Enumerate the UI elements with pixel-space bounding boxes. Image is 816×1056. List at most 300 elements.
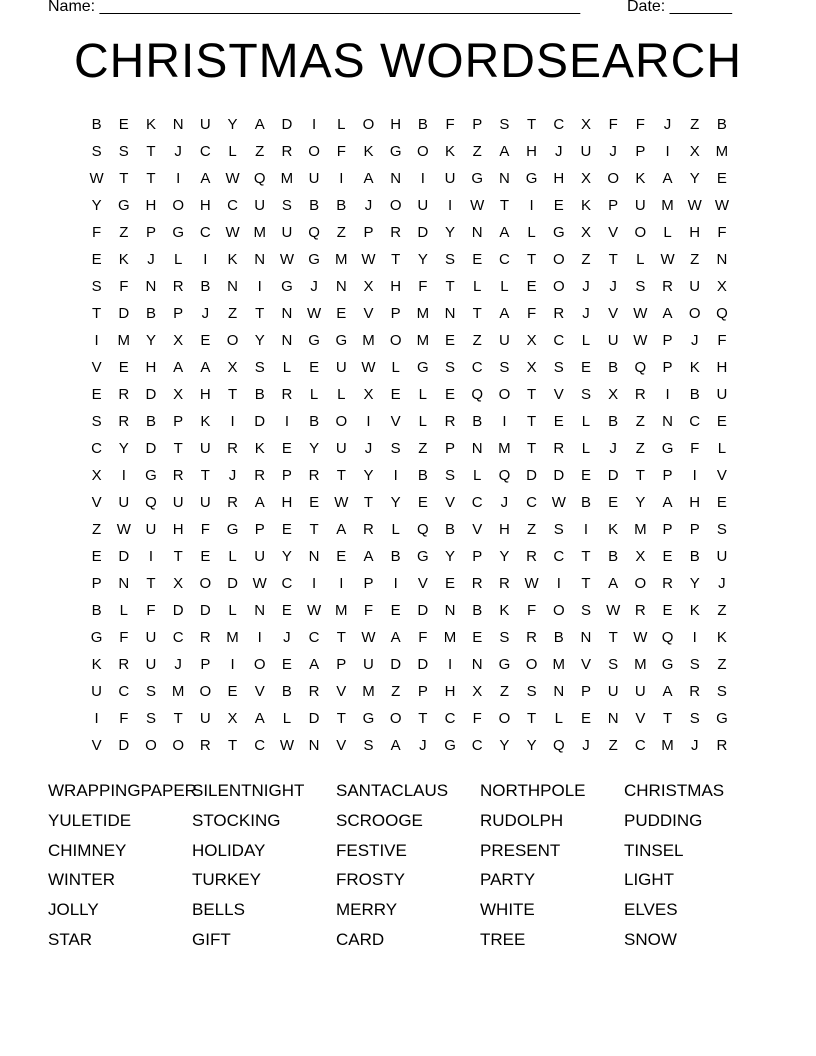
grid-cell: R	[634, 602, 646, 619]
grid-cell: U	[145, 656, 157, 673]
grid-cell: T	[92, 305, 102, 322]
grid-cell: K	[254, 440, 265, 457]
grid-cell: F	[472, 710, 482, 727]
grid-cell: J	[609, 143, 617, 160]
grid-cell: J	[582, 737, 590, 754]
grid-cell: D	[417, 602, 429, 619]
grid-cell: I	[529, 197, 534, 214]
grid-cell: M	[634, 656, 647, 673]
grid-cell: C	[553, 116, 565, 133]
grid-cell: Q	[498, 467, 511, 484]
grid-cell: O	[226, 332, 239, 349]
grid-cell: L	[636, 251, 645, 268]
grid-cell: M	[552, 656, 566, 673]
grid-cell: W	[524, 575, 539, 592]
grid-cell: K	[499, 602, 510, 619]
grid-cell: K	[689, 359, 700, 376]
grid-cell: I	[284, 413, 289, 430]
grid-cell: B	[281, 683, 292, 700]
grid-cell: J	[201, 305, 210, 322]
grid-cell: Y	[91, 197, 102, 214]
grid-cell: X	[173, 386, 184, 403]
grid-cell: A	[254, 710, 265, 727]
grid-cell: W	[279, 251, 294, 268]
grid-cell: W	[225, 224, 240, 241]
grid-cell: A	[200, 170, 211, 187]
grid-cell: W	[660, 251, 675, 268]
grid-cell: S	[281, 197, 292, 214]
grid-cell: U	[199, 494, 211, 511]
grid-cell: T	[527, 386, 537, 403]
grid-cell: Z	[472, 143, 482, 160]
grid-cell: S	[499, 116, 510, 133]
grid-cell: Q	[417, 521, 429, 538]
grid-cell: F	[418, 278, 428, 295]
grid-cell: S	[553, 359, 564, 376]
grid-cell: T	[227, 737, 238, 754]
grid-cell: H	[390, 116, 402, 133]
grid-cell: T	[363, 494, 374, 511]
grid-cell: D	[145, 386, 157, 403]
grid-cell: L	[581, 440, 591, 457]
grid-cell: O	[498, 386, 511, 403]
grid-cell: L	[473, 278, 482, 295]
grid-cell: N	[471, 656, 483, 673]
grid-cell: U	[281, 224, 293, 241]
grid-cell: M	[634, 521, 647, 538]
grid-cell: V	[390, 413, 401, 430]
grid-cell: U	[444, 170, 456, 187]
grid-cell: K	[635, 170, 646, 187]
grid-cell: G	[308, 332, 320, 349]
grid-cell: U	[145, 629, 157, 646]
grid-cell: M	[715, 143, 729, 160]
grid-cell: O	[199, 683, 212, 700]
grid-cell: R	[118, 413, 130, 430]
grid-cell: Z	[336, 224, 346, 241]
grid-cell: B	[309, 197, 320, 214]
grid-cell: T	[119, 170, 129, 187]
grid-cell: R	[634, 386, 646, 403]
word-list-item: HOLIDAY	[192, 840, 266, 860]
grid-cell: S	[499, 359, 510, 376]
grid-cell: H	[390, 278, 402, 295]
grid-cell: C	[199, 224, 211, 241]
grid-cell: E	[716, 413, 727, 430]
grid-cell: G	[308, 251, 320, 268]
grid-cell: L	[282, 710, 292, 727]
grid-cell: E	[390, 602, 401, 619]
grid-cell: S	[118, 143, 129, 160]
grid-cell: L	[228, 602, 237, 619]
grid-cell: E	[200, 548, 211, 565]
grid-cell: D	[607, 467, 619, 484]
grid-cell: C	[118, 683, 130, 700]
grid-cell: X	[580, 224, 591, 241]
grid-cell: D	[281, 116, 293, 133]
word-list-item: ELVES	[624, 900, 678, 920]
grid-cell: D	[118, 548, 130, 565]
grid-cell: G	[90, 629, 103, 646]
grid-cell: C	[172, 629, 184, 646]
grid-cell: M	[661, 197, 674, 214]
grid-cell: R	[444, 413, 456, 430]
grid-cell: C	[526, 494, 538, 511]
grid-cell: J	[609, 278, 617, 295]
grid-cell: M	[661, 737, 674, 754]
grid-cell: T	[255, 305, 265, 322]
grid-cell: T	[146, 170, 156, 187]
grid-cell: G	[661, 440, 674, 457]
grid-cell: G	[226, 521, 239, 538]
word-list-item: CHRISTMAS	[624, 781, 725, 800]
grid-cell: H	[526, 143, 538, 160]
letter-grid	[83, 111, 737, 759]
grid-cell: J	[690, 332, 699, 349]
grid-cell: N	[254, 251, 266, 268]
grid-cell: A	[309, 656, 320, 673]
grid-cell: X	[91, 467, 102, 484]
grid-cell: B	[716, 116, 727, 133]
grid-cell: S	[716, 683, 727, 700]
grid-cell: O	[362, 116, 375, 133]
grid-cell: S	[689, 710, 700, 727]
grid-cell: A	[200, 359, 211, 376]
grid-cell: Y	[281, 548, 292, 565]
grid-cell: F	[527, 602, 537, 619]
grid-cell: I	[502, 413, 507, 430]
grid-cell: T	[146, 143, 156, 160]
grid-cell: P	[281, 467, 292, 484]
grid-cell: I	[665, 143, 670, 160]
grid-cell: I	[203, 251, 208, 268]
grid-cell: C	[553, 548, 565, 565]
grid-cell: B	[689, 386, 700, 403]
grid-cell: I	[665, 386, 670, 403]
grid-cell: E	[281, 602, 292, 619]
grid-cell: U	[716, 548, 728, 565]
grid-cell: G	[117, 197, 130, 214]
grid-cell: X	[227, 359, 238, 376]
grid-cell: P	[417, 683, 428, 700]
grid-cell: E	[445, 575, 456, 592]
word-list-item: WRAPPINGPAPER	[48, 781, 197, 800]
grid-cell: Z	[472, 332, 482, 349]
grid-cell: E	[281, 521, 292, 538]
word-list-item: PUDDING	[624, 810, 703, 830]
grid-cell: L	[282, 359, 292, 376]
grid-cell: Y	[499, 548, 510, 565]
grid-cell: I	[176, 170, 181, 187]
grid-cell: Q	[145, 494, 157, 511]
grid-cell: M	[253, 224, 266, 241]
grid-cell: I	[447, 656, 453, 673]
grid-cell: Z	[255, 143, 265, 160]
grid-cell: V	[336, 737, 347, 754]
grid-cell: L	[337, 386, 346, 403]
grid-cell: Z	[581, 251, 591, 268]
grid-cell: W	[361, 629, 376, 646]
grid-cell: N	[308, 737, 320, 754]
grid-cell: W	[225, 170, 240, 187]
name-field-label: Name: ______________________________________________________	[48, 0, 581, 15]
grid-cell: C	[281, 575, 293, 592]
grid-cell: R	[526, 629, 538, 646]
grid-cell: T	[499, 197, 509, 214]
grid-cell: S	[580, 386, 591, 403]
grid-cell: B	[608, 548, 619, 565]
grid-cell: P	[173, 305, 184, 322]
grid-cell: K	[445, 143, 456, 160]
grid-cell: F	[635, 116, 645, 133]
grid-cell: O	[634, 224, 647, 241]
grid-cell: R	[118, 656, 130, 673]
grid-cell: C	[498, 251, 510, 268]
word-list-item: STOCKING	[192, 810, 281, 830]
grid-cell: C	[308, 629, 320, 646]
grid-cell: I	[312, 116, 317, 133]
grid-cell: I	[583, 521, 589, 538]
word-list-item: PARTY	[480, 870, 536, 890]
grid-cell: U	[172, 494, 184, 511]
grid-cell: T	[527, 710, 537, 727]
grid-cell: J	[174, 143, 182, 160]
grid-cell: F	[717, 332, 727, 349]
grid-cell: X	[173, 332, 184, 349]
grid-cell: G	[172, 224, 184, 241]
grid-cell: E	[553, 413, 564, 430]
grid-cell: A	[662, 683, 673, 700]
grid-cell: U	[199, 440, 211, 457]
grid-cell: N	[471, 224, 483, 241]
grid-cell: M	[443, 629, 457, 646]
grid-cell: D	[172, 602, 184, 619]
grid-cell: Z	[92, 521, 102, 538]
grid-cell: H	[199, 197, 211, 214]
grid-cell: V	[472, 521, 483, 538]
grid-cell: A	[390, 737, 401, 754]
grid-cell: N	[498, 170, 510, 187]
grid-cell: G	[389, 143, 402, 160]
grid-cell: G	[417, 359, 429, 376]
grid-cell: K	[716, 629, 727, 646]
grid-cell: O	[552, 251, 565, 268]
grid-cell: U	[580, 143, 592, 160]
grid-cell: S	[608, 656, 619, 673]
grid-cell: M	[416, 332, 430, 349]
grid-cell: J	[582, 305, 590, 322]
grid-cell: W	[279, 737, 294, 754]
grid-cell: O	[525, 656, 538, 673]
grid-cell: U	[634, 197, 646, 214]
grid-cell: W	[361, 251, 376, 268]
grid-cell: A	[608, 575, 619, 592]
grid-cell: F	[445, 116, 455, 133]
grid-cell: H	[716, 359, 728, 376]
grid-cell: G	[335, 332, 348, 349]
grid-cell: O	[607, 170, 619, 187]
grid-cell: O	[634, 575, 647, 592]
grid-cell: H	[172, 521, 184, 538]
grid-cell: R	[662, 278, 673, 295]
grid-cell: T	[173, 710, 183, 727]
grid-cell: N	[254, 602, 266, 619]
grid-cell: U	[308, 170, 320, 187]
grid-cell: V	[417, 575, 428, 592]
grid-cell: L	[418, 386, 428, 403]
grid-cell: X	[608, 386, 619, 403]
grid-cell: B	[336, 197, 347, 214]
grid-cell: T	[391, 251, 401, 268]
grid-cell: B	[608, 359, 619, 376]
grid-cell: R	[553, 305, 565, 322]
grid-cell: I	[148, 548, 154, 565]
grid-cell: C	[91, 440, 103, 457]
grid-cell: Z	[690, 251, 700, 268]
grid-cell: D	[118, 305, 130, 322]
grid-cell: F	[119, 710, 129, 727]
grid-cell: P	[662, 359, 673, 376]
grid-cell: C	[444, 710, 456, 727]
grid-cell: R	[526, 548, 538, 565]
grid-cell: V	[363, 305, 374, 322]
grid-cell: Y	[445, 224, 456, 241]
grid-cell: R	[689, 683, 701, 700]
grid-cell: K	[118, 251, 129, 268]
grid-cell: T	[608, 629, 618, 646]
page-title: CHRISTMAS WORDSEARCH	[73, 35, 743, 88]
grid-cell: E	[526, 278, 537, 295]
grid-cell: W	[633, 629, 648, 646]
grid-cell: U	[199, 116, 211, 133]
grid-cell: Y	[254, 332, 265, 349]
grid-cell: F	[363, 602, 374, 619]
grid-cell: O	[199, 575, 212, 592]
grid-cell: E	[91, 386, 102, 403]
grid-cell: Z	[227, 305, 238, 322]
grid-cell: I	[393, 467, 398, 484]
grid-cell: P	[635, 143, 646, 160]
grid-cell: D	[526, 467, 538, 484]
word-list-item: CHIMNEY	[48, 840, 127, 860]
grid-cell: E	[417, 494, 428, 511]
grid-cell: S	[390, 440, 401, 457]
grid-cell: O	[552, 278, 565, 295]
grid-cell: U	[498, 332, 510, 349]
grid-cell: L	[500, 278, 509, 295]
grid-cell: L	[391, 521, 400, 538]
grid-cell: T	[445, 278, 455, 295]
grid-cell: Z	[690, 116, 700, 133]
grid-cell: V	[254, 683, 265, 700]
grid-cell: I	[366, 413, 371, 430]
grid-cell: U	[689, 278, 701, 295]
grid-cell: Y	[499, 737, 510, 754]
grid-cell: T	[527, 116, 537, 133]
grid-cell: G	[498, 656, 511, 673]
grid-cell: E	[472, 251, 483, 268]
grid-cell: C	[254, 737, 266, 754]
grid-cell: A	[254, 494, 265, 511]
grid-cell: P	[336, 656, 347, 673]
grid-cell: V	[580, 656, 591, 673]
grid-cell: J	[419, 737, 427, 754]
word-list-item: PRESENT	[480, 840, 561, 860]
grid-cell: D	[417, 656, 429, 673]
grid-cell: R	[199, 629, 211, 646]
word-list-item: SANTACLAUS	[336, 781, 449, 800]
grid-cell: L	[119, 602, 128, 619]
grid-cell: T	[200, 467, 210, 484]
grid-cell: T	[227, 386, 238, 403]
grid-cell: N	[553, 683, 565, 700]
grid-cell: L	[473, 467, 482, 484]
grid-cell: M	[498, 440, 511, 457]
grid-cell: P	[363, 575, 374, 592]
grid-cell: B	[390, 548, 401, 565]
word-list-item: TURKEY	[192, 870, 261, 890]
grid-cell: V	[635, 710, 646, 727]
grid-cell: S	[91, 413, 102, 430]
grid-cell: H	[689, 224, 701, 241]
grid-cell: V	[553, 386, 564, 403]
grid-cell: X	[580, 116, 591, 133]
grid-cell: N	[118, 575, 130, 592]
grid-cell: O	[172, 197, 184, 214]
grid-cell: I	[339, 170, 344, 187]
grid-cell: C	[227, 197, 238, 214]
grid-cell: L	[309, 386, 319, 403]
grid-cell: E	[336, 305, 347, 322]
grid-cell: U	[634, 683, 646, 700]
grid-cell: P	[445, 440, 456, 457]
grid-cell: F	[92, 224, 102, 241]
grid-cell: B	[689, 548, 700, 565]
grid-cell: R	[308, 467, 320, 484]
grid-cell: G	[281, 278, 293, 295]
grid-cell: T	[173, 548, 183, 565]
grid-cell: R	[716, 737, 728, 754]
grid-cell: Z	[635, 440, 645, 457]
grid-cell: X	[689, 143, 700, 160]
grid-cell: H	[689, 494, 701, 511]
grid-cell: X	[363, 278, 374, 295]
grid-cell: I	[94, 332, 99, 349]
grid-cell: I	[393, 575, 398, 592]
grid-cell: W	[116, 521, 131, 538]
word-list-item: FESTIVE	[336, 840, 407, 860]
grid-cell: B	[145, 413, 156, 430]
grid-cell: R	[471, 575, 483, 592]
grid-cell: M	[362, 332, 375, 349]
grid-cell: W	[470, 197, 485, 214]
word-list-item: RUDOLPH	[480, 810, 564, 830]
grid-cell: E	[662, 602, 673, 619]
grid-cell: O	[552, 602, 565, 619]
grid-cell: I	[230, 413, 235, 430]
grid-cell: V	[716, 467, 727, 484]
grid-cell: E	[716, 170, 727, 187]
word-list-item: MERRY	[336, 900, 398, 920]
grid-cell: Q	[308, 224, 320, 241]
grid-cell: H	[145, 197, 157, 214]
grid-cell: U	[254, 548, 266, 565]
grid-cell: F	[200, 521, 210, 538]
grid-cell: S	[445, 467, 456, 484]
grid-cell: W	[606, 602, 621, 619]
grid-cell: F	[418, 629, 428, 646]
grid-cell: D	[417, 224, 429, 241]
